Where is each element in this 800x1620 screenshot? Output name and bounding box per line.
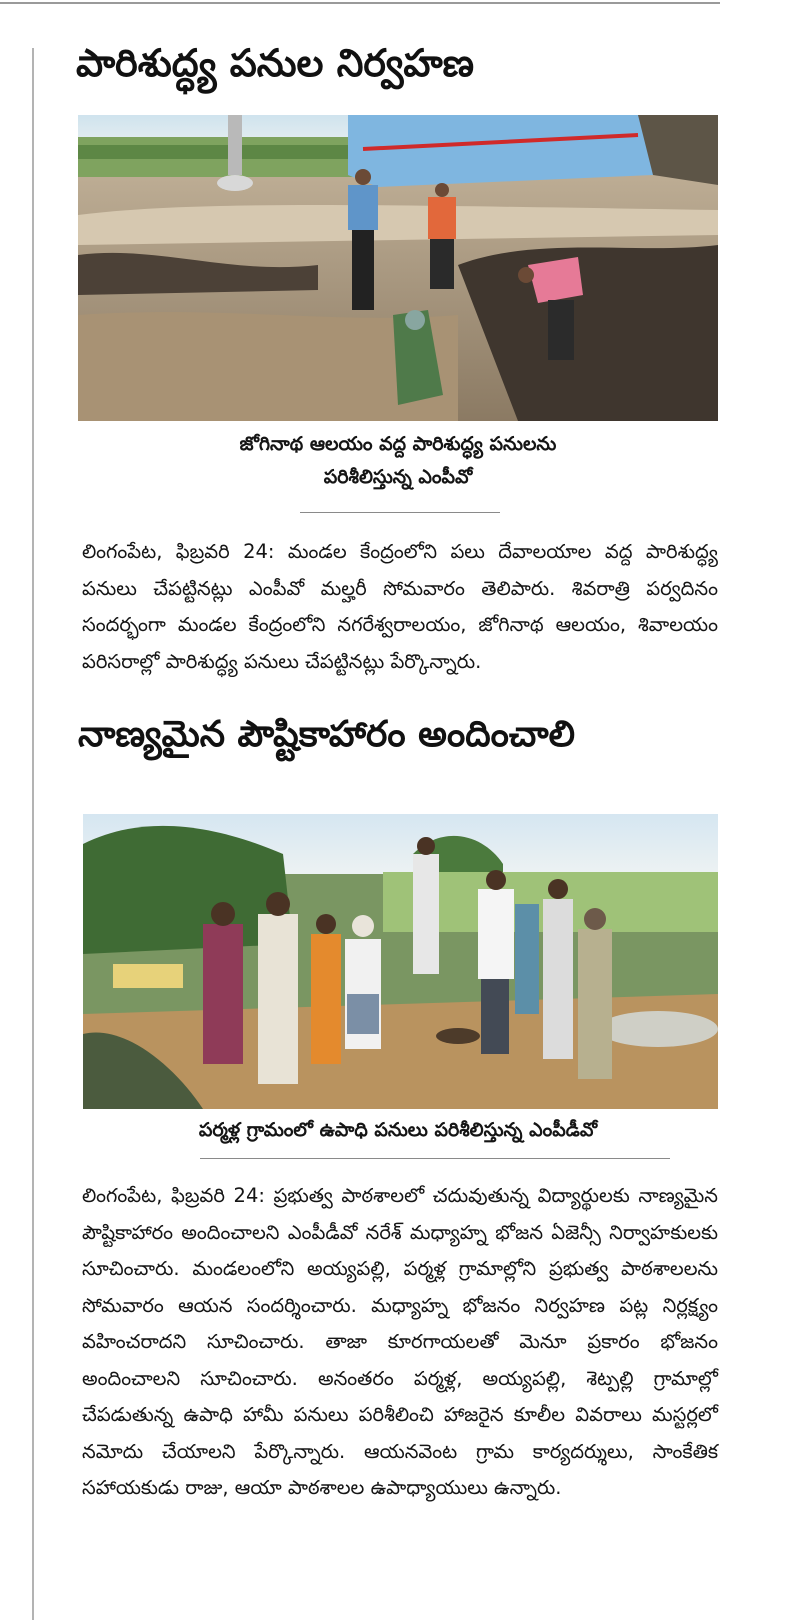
photo-caption-worksite: పర్మళ్ల గ్రామంలో ఉపాధి పనులు పరిశీలిస్తున్న ఎంపీడీవో — [198, 1119, 598, 1141]
article-body-sanitation: లింగంపేట, ఫిబ్రవరి 24: మండల కేంద్రంలోని పలు దేవాలయాల వద్ద పారిశుద్ధ్య పనులు చేపట్టినట్లు ఎంపీవో మల్హరీ సోమవారం తెలిపారు. శివరాత్రి పర్వదినం సందర్భంగా మండల కేంద్రంలోని నగరేశ్వరాలయం, జోగినాథ ఆలయం, శివాలయం పరిసరాల్లో పారిశుద్ధ్య పనులు చేపట్టినట్లు పేర్కొన్నారు. — [82, 540, 718, 673]
column-rule — [32, 48, 34, 1620]
caption-rule — [200, 1158, 670, 1159]
headline-sanitation: పారిశుద్ధ్య పనుల నిర్వహణ — [76, 41, 474, 85]
caption-rule — [300, 512, 500, 513]
photo-caption-sanitation — [76, 428, 720, 494]
article-body-nutrition: లింగంపేట, ఫిబ్రవరి 24: ప్రభుత్వ పాఠశాలలో చదువుతున్న విద్యార్థులకు నాణ్యమైన పౌష్టికాహారం అందించాలని ఎంపీడీవో నరేశ్ మధ్యాహ్న భోజన ఏజెన్సీ నిర్వాహకులకు సూచించారు. మండలంలోని అయ్యపల్లి, పర్మళ్ల గ్రామాల్లోని ప్రభుత్వ పాఠశాలలను సోమవారం ఆయన సందర్శించారు. మధ్యాహ్న భోజనం నిర్వహణ పట్ల నిర్లక్ష్యం వహించరాదని సూచించారు. తాజా కూరగాయలతో మెనూ ప్రకారం భోజనం అందించాలని సూచించారు. అనంతరం పర్మళ్ల, అయ్యపల్లి, శెట్పల్లి గ్రామాల్లో చేపడుతున్న ఉపాధి హామీ పనులు పరిశీలించి హాజరైన కూలీల వివరాలు మస్టర్లలో నమోదు చేయాలని పేర్కొన్నారు. ఆయనవెంట గ్రామ కార్యదర్శులు, సాంకేతిక సహాయకుడు రాజు, ఆయా పాఠశాలల ఉపాధ్యాయులు ఉన్నారు. — [82, 1184, 718, 1499]
top-rule — [0, 2, 720, 4]
caption-line-1: జోగినాథ ఆలయం వద్ద పారిశుద్ధ్య పనులను — [239, 433, 557, 455]
photo-temple-sanitation — [78, 115, 718, 421]
photo-worksite-inspection — [83, 814, 718, 1109]
headline-nutrition: నాణ్యమైన పౌష్టికాహారం అందించాలి — [78, 714, 575, 755]
caption-line-2: పరిశీలిస్తున్న ఎంపీవో — [323, 466, 473, 488]
